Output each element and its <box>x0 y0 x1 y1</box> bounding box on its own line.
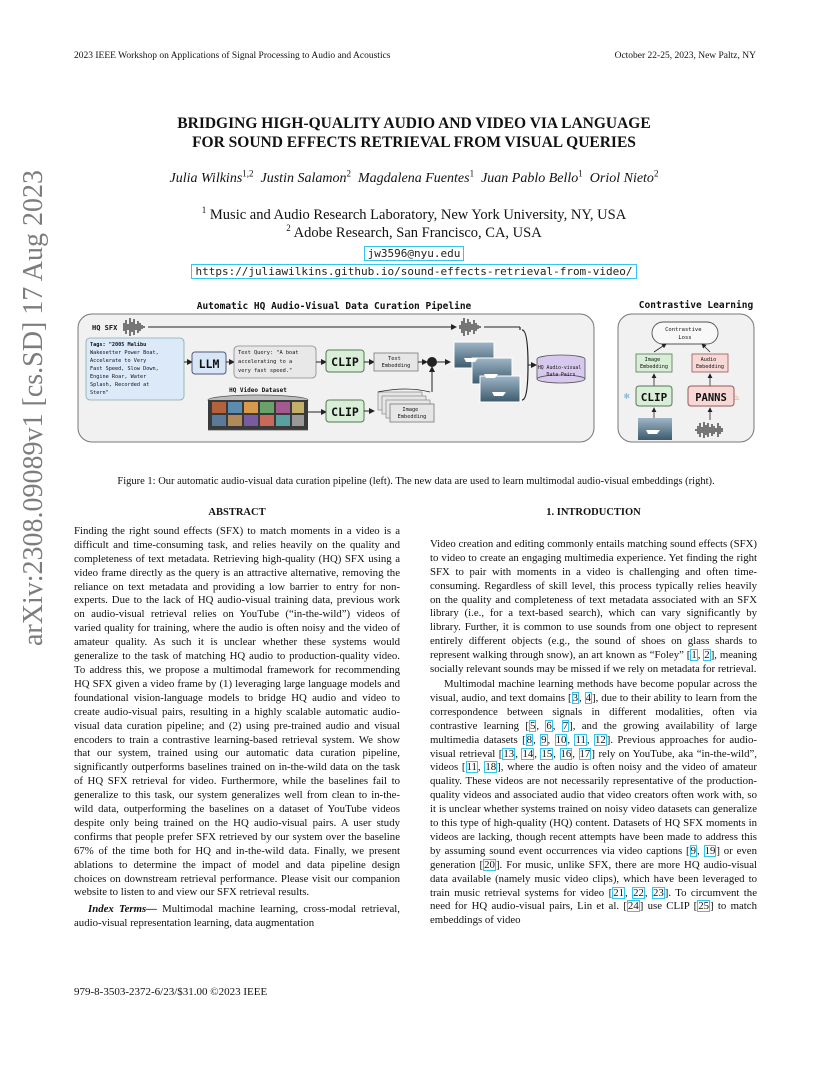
companion-website-link[interactable]: https://juliawilkins.github.io/sound-effects-retrieval-from-video/ <box>191 264 636 279</box>
video-dataset-icon <box>208 395 308 430</box>
index-terms <box>74 903 400 931</box>
arxiv-stamp <box>14 170 54 646</box>
citation-link[interactable]: 9 <box>690 844 697 857</box>
intro-paragraph-1: Video creation and editing commonly entails matching sound effects (SFX) to video to create an engaging multimedia experience. Yet finding the right SFX to pair with moments in a video is challenging and often time-consuming. Regardless of skill level, this process typically relies heavily on the quality and completeness of text metadata associated with an SFX library (i.e., for a text-based search), which can vary significantly by library. Further, it is common to use sounds from one object to represent entirely different objects (e.g., the sound of shoes on glass shards to represent walking through snow), an art known as “Foley” [1, 2], meaning socially relevant sounds may be missed if we rely on metadata for retrieval. <box>430 537 757 676</box>
panns-label: PANNS <box>695 392 727 404</box>
citation-link[interactable]: 25 <box>698 900 710 913</box>
citation-link[interactable]: 22 <box>633 886 644 899</box>
citation-link[interactable]: 3 <box>572 691 579 704</box>
citation-link[interactable]: 6 <box>546 719 552 732</box>
citation-link[interactable]: 13 <box>503 747 515 760</box>
tags-text: Tags: "2005 Malibu Wakesetter Power Boat, Accelerate to Very Fast Speed, Slow Down, Engine Roar, Water Splash, Recorded at Stern" <box>90 342 159 396</box>
paper-title <box>0 114 828 152</box>
pipeline-title: Automatic HQ Audio-Visual Data Curation Pipeline <box>196 301 472 312</box>
introduction-heading: 1. INTRODUCTION <box>546 507 641 518</box>
similarity-node <box>427 357 437 367</box>
title-line-1: BRIDGING HIGH-QUALITY AUDIO AND VIDEO VIA LANGUAGE <box>177 115 651 132</box>
index-terms-text: Multimodal machine learning, cross-modal retrieval, audio-visual representation learning, data augmentation <box>74 903 400 930</box>
intro-paragraph-2: Multimodal machine learning methods have become popular across the visual, audio, and text domains [3, 4], due to their ability to learn from the correspondence between signals in different modalities, often via contrastive learning [5, 6, 7], and the growing availability of large multimedia datasets [8, 9, 10, 11, 12]. Previous approaches for audio-visual retrieval [13, 14, 15, 16, 17] rely on YouTube, aka “in-the-wild”, videos [11, 18], where the audio is often noisy and the video of amateur quality. These videos are not necessarily representative of the production-quality videos and associated audio that video creators often work with, so it is unclear whether systems trained on noisy video datasets can generalize to this type of high-quality (HQ) content. Datasets of HQ SFX moments in videos are lacking, though recent attempts have been made to address this by assuming sound event occurrences via video captions [9, 19] or even generation [20]. For music, unlike SFX, there are more HQ audio-visual data available (namely music video clips), which have been leveraged to train music retrieval systems for video [21, 22, 23]. To circumvent the need for HQ audio-visual pairs, Lin et al. [24] use CLIP [25] to match embeddings of video <box>430 677 757 927</box>
email-link[interactable]: jw3596@nyu.edu <box>364 246 465 261</box>
clip-label-bottom: CLIP <box>331 405 359 419</box>
running-header-left: 2023 IEEE Workshop on Applications of Signal Processing to Audio and Acoustics <box>74 51 391 61</box>
author: Oriol Nieto$^2$ <box>589 168 659 186</box>
figure-caption: Figure 1: Our automatic audio-visual data curation pipeline (left). The new data are used to learn multimodal audio-visual embeddings (right). <box>117 476 715 487</box>
index-terms-label: Index Terms— <box>88 903 157 916</box>
affiliation-1: $^1$ Music and Audio Research Laboratory, New York University, NY, USA <box>201 205 627 223</box>
citation-link[interactable]: 19 <box>704 844 716 857</box>
citation-link[interactable]: 5 <box>529 719 536 732</box>
citation-link[interactable]: 21 <box>613 886 624 899</box>
citation-link[interactable]: 11 <box>575 733 586 746</box>
abstract-body: Finding the right sound effects (SFX) to match moments in a video is a difficult and time-consuming task, and relies heavily on the quality and completeness of text metadata. Retrieving high-quality (HQ) SFX using a video frame directly as the query is an attractive alternative, removing the reliance on text metadata and providing a low barrier to entry for non-experts. Due to the lack of HQ audio-visual training data, previous work on audio-visual retrieval relies on YouTube (“in-the-wild”) videos of varied quality for training, where the audio is often noisy and the video of amateur quality. As such it is unclear whether these systems would generalize to the task of matching HQ audio to production-quality video. To address this, we propose a multimodal framework for recommending HQ SFX given a video frame by (1) leveraging large language models and foundational vision-language models to bridge HQ audio and video to create audio-visual pairs, resulting in a highly scalable automatic audio-visual data curation pipeline; and (2) using pre-trained audio and visual encoders to train a contrastive learning-based retrieval system. We show that our system, trained using our automatic data curation pipeline, significantly outperforms baselines trained on in-the-wild data on the task of HQ SFX retrieval for video. Furthermore, while the baselines fail to generalize to this task, our system generalizes well from clean to in-the-wild data, outperforming the baselines on a dataset of YouTube videos despite only being trained on the HQ audio-visual pairs. A user study confirms that people prefer SFX retrieved by our system over the baseline 67% of the time both for HQ and in-the-wild data. Finally, we present ablations to determine the impact of model and data pipeline design choices on downstream retrieval performance. Please visit our companion website to listen to and view our SFX retrieval results. <box>74 524 400 899</box>
author: Justin Salamon$^2$ <box>260 168 351 186</box>
clip-label-right: CLIP <box>640 391 668 404</box>
citation-link[interactable]: 14 <box>522 747 534 760</box>
copyright-footer: 979-8-3503-2372-6/23/$31.00 ©2023 IEEE <box>74 986 268 998</box>
image-embedding-label-right: Image Embedding <box>639 357 669 370</box>
llm-label: LLM <box>198 357 220 371</box>
fire-icon: ♨ <box>734 393 740 403</box>
author: Juan Pablo Bello$^1$ <box>481 168 583 186</box>
citation-link[interactable]: 11 <box>466 761 477 774</box>
abstract-heading: ABSTRACT <box>208 507 266 518</box>
citation-link[interactable]: 10 <box>555 733 567 746</box>
citation-link[interactable]: 1 <box>691 649 697 662</box>
citation-link[interactable]: 9 <box>541 733 547 746</box>
citation-link[interactable]: 17 <box>579 747 591 760</box>
citation-link[interactable]: 16 <box>560 747 572 760</box>
author: Magdalena Fuentes$^1$ <box>357 168 475 186</box>
data-pairs-label: HQ Audio-visual Data Pairs <box>537 366 582 378</box>
citation-link[interactable]: 2 <box>704 649 710 662</box>
hq-video-dataset-label: HQ Video Dataset <box>229 387 287 394</box>
snowflake-icon: ❄ <box>624 392 630 402</box>
affiliation-2: $^2$ Adobe Research, San Francisco, CA, USA <box>286 223 542 241</box>
right-column <box>430 506 757 928</box>
author-list <box>0 168 828 187</box>
hq-sfx-label: HQ SFX <box>92 324 118 332</box>
contrastive-title: Contrastive Learning <box>638 300 754 311</box>
text-embedding-label: Text Embedding <box>381 356 411 369</box>
title-line-2: FOR SOUND EFFECTS RETRIEVAL FROM VISUAL QUERIES <box>192 134 636 151</box>
citation-link[interactable]: 7 <box>562 719 569 732</box>
audio-embedding-label: Audio Embedding <box>695 357 725 370</box>
citation-link[interactable]: 12 <box>594 733 606 746</box>
image-embedding-label: Image Embedding <box>397 407 427 420</box>
arxiv-stamp-text: arXiv:2308.09089v1 [cs.SD] 17 Aug 2023 <box>18 170 49 646</box>
citation-link[interactable]: 24 <box>627 900 639 913</box>
contrastive-loss-label: Contrastive Loss <box>665 327 702 341</box>
url-row <box>0 262 828 280</box>
citation-link[interactable]: 4 <box>585 691 592 704</box>
left-column <box>74 506 400 931</box>
email-row <box>0 244 828 262</box>
running-header-right: October 22-25, 2023, New Paltz, NY <box>614 51 756 61</box>
pipeline-diagram <box>76 296 758 446</box>
citation-link[interactable]: 18 <box>485 761 497 774</box>
author: Julia Wilkins$^{1,2}$ <box>169 168 254 186</box>
figure-1 <box>76 296 758 446</box>
boat-image-icon <box>638 418 672 440</box>
citation-link[interactable]: 8 <box>526 733 533 746</box>
text-query-text: Text Query: "A boat accelerating to a very fast speed." <box>238 350 299 374</box>
citation-link[interactable]: 23 <box>652 886 664 899</box>
clip-label: CLIP <box>331 355 359 369</box>
citation-link[interactable]: 20 <box>484 858 495 871</box>
citation-link[interactable]: 15 <box>541 747 553 760</box>
